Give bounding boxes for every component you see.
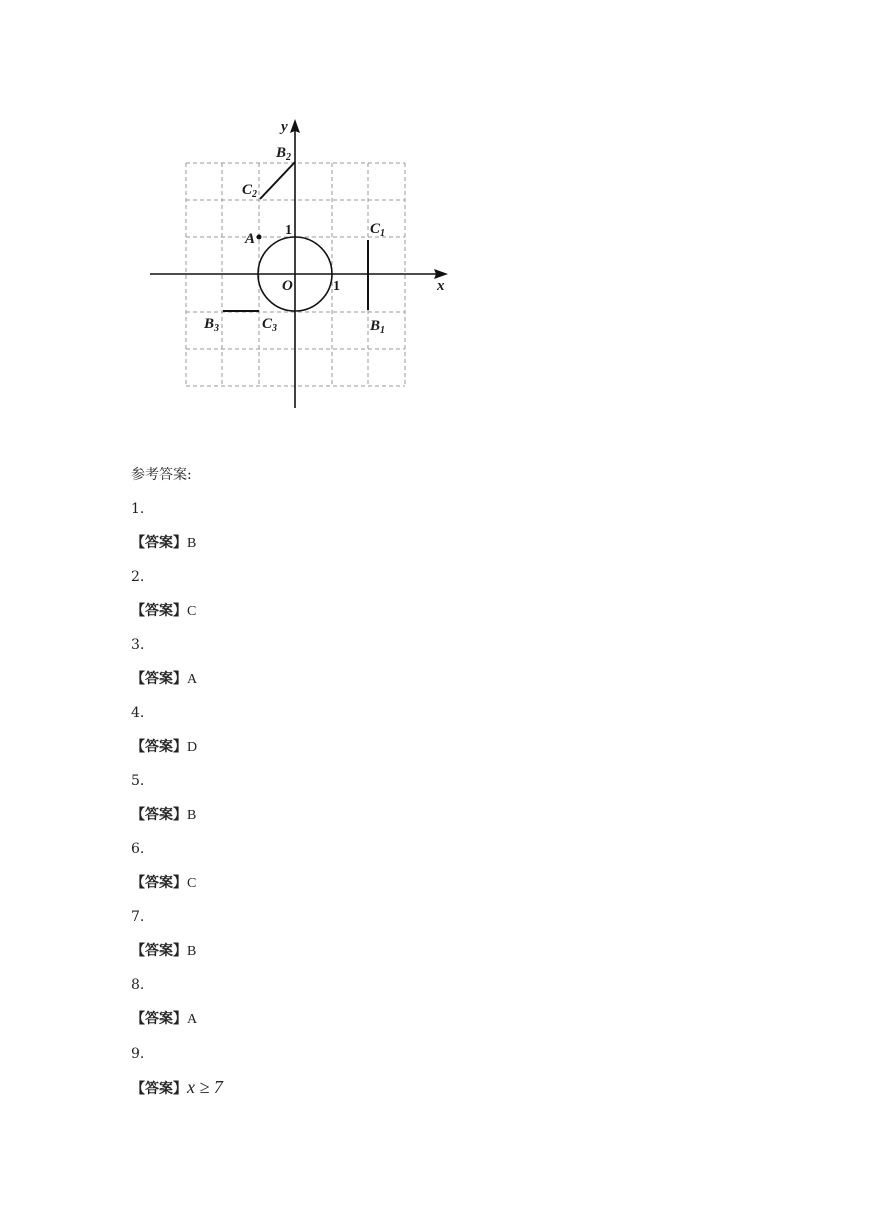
answer-line	[131, 942, 196, 961]
label-b2: $B_2$	[276, 145, 292, 163]
answer-value: C	[187, 876, 197, 891]
label-b1: $B_1$	[370, 318, 386, 336]
answer-line	[131, 602, 196, 621]
answer-tag: 【答案】	[131, 1011, 187, 1027]
answer-line	[131, 738, 197, 757]
label-c3: $C_3$	[262, 316, 278, 334]
answer-value: B	[187, 808, 197, 823]
answer-line	[131, 1078, 223, 1098]
answer-tag: 【答案】	[131, 739, 187, 755]
answer-value: D	[187, 740, 198, 755]
question-number: 6.	[131, 841, 145, 857]
axes	[150, 119, 448, 408]
question-number: 2.	[131, 569, 145, 585]
point-a	[257, 235, 262, 240]
answers-heading: 参考答案:	[131, 467, 192, 483]
question-number: 4.	[131, 705, 145, 721]
question-number: 5.	[131, 773, 145, 789]
question-number: 8.	[131, 977, 145, 993]
answer-tag: 【答案】	[131, 807, 187, 823]
label-a: A	[245, 231, 256, 247]
label-b3: $B_3$	[204, 316, 220, 334]
answer-tag: 【答案】	[131, 535, 187, 551]
answer-tag: 【答案】	[131, 875, 187, 891]
answer-value: A	[187, 1012, 198, 1027]
answer-line	[131, 1010, 197, 1029]
label-c2: $C_2$	[242, 182, 258, 200]
answer-line	[131, 874, 196, 893]
coordinate-figure	[0, 0, 869, 440]
answer-tag: 【答案】	[131, 943, 187, 959]
label-one-x: 1	[333, 279, 340, 294]
answer-value: A	[187, 672, 198, 687]
answer-line	[131, 534, 196, 553]
question-number: 7.	[131, 909, 145, 925]
answer-tag: 【答案】	[131, 1081, 187, 1097]
answer-value: B	[187, 536, 197, 551]
label-y-axis: y	[281, 119, 288, 135]
question-number: 1.	[131, 501, 145, 517]
label-one-y: 1	[285, 223, 292, 238]
label-x-axis: x	[437, 278, 445, 294]
label-origin: O	[282, 278, 293, 294]
y-axis-arrow	[290, 119, 300, 133]
answer-tag: 【答案】	[131, 671, 187, 687]
segment-b2-c2	[260, 162, 295, 199]
answer-line	[131, 806, 196, 825]
answer-value: C	[187, 604, 197, 619]
question-number: 9.	[131, 1046, 145, 1062]
answer-tag: 【答案】	[131, 603, 187, 619]
answer-value: B	[187, 944, 197, 959]
question-number: 3.	[131, 637, 145, 653]
answer-line	[131, 670, 197, 689]
label-c1: $C_1$	[370, 221, 386, 239]
answer-value: x ≥ 7	[187, 1077, 223, 1097]
